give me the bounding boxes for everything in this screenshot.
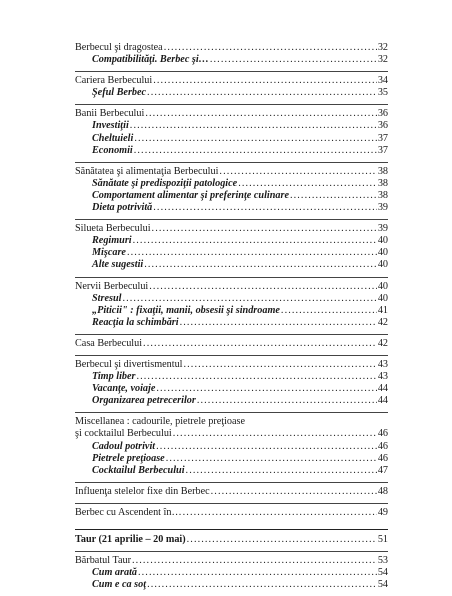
toc-page-number: 38 xyxy=(377,177,388,189)
dot-leader xyxy=(136,371,376,383)
toc-entry-title: Pietrele preţioase xyxy=(92,452,165,464)
toc-subentry xyxy=(75,441,388,453)
toc-entry-title: Organizarea petrecerilor xyxy=(92,395,196,407)
toc-entry-title: Banii Berbecului xyxy=(75,108,145,120)
toc-page-number: 40 xyxy=(377,280,388,292)
toc-section xyxy=(75,162,388,214)
toc-subentry xyxy=(75,579,388,591)
toc-section xyxy=(75,334,388,350)
toc-page-number: 46 xyxy=(377,428,388,440)
toc-entry xyxy=(75,428,388,440)
toc-subentry xyxy=(75,120,388,132)
toc-page-number: 38 xyxy=(377,189,388,201)
dot-leader xyxy=(290,190,377,202)
dot-leader xyxy=(164,42,377,54)
toc-page-number: 41 xyxy=(377,304,388,316)
toc-page-number: 39 xyxy=(377,223,388,235)
dot-leader xyxy=(144,259,377,271)
dot-leader xyxy=(183,507,377,519)
toc-entry-title: Cheltuieli xyxy=(92,132,134,144)
toc-subentry xyxy=(75,305,388,317)
dot-leader xyxy=(173,428,377,440)
toc-page-number: 53 xyxy=(377,555,388,567)
toc-entry-title: Miscellanea : cadourile, pietrele preţioase xyxy=(75,416,245,428)
toc-page-number: 43 xyxy=(377,371,388,383)
toc-entry-title: Casa Berbecului xyxy=(75,337,143,349)
toc-section xyxy=(75,71,388,99)
toc-subentry xyxy=(75,293,388,305)
dot-leader xyxy=(145,108,376,120)
dot-leader xyxy=(180,317,377,329)
toc-page-number: 46 xyxy=(377,440,388,452)
dot-leader xyxy=(149,281,377,293)
toc-section xyxy=(75,42,388,66)
toc-page-number: 51 xyxy=(377,534,388,545)
dot-leader xyxy=(122,293,376,305)
toc-entry-title: Silueta Berbecului xyxy=(75,223,151,235)
toc-entry xyxy=(75,416,388,428)
toc-entry-title: Mişcare xyxy=(92,247,126,259)
dot-leader xyxy=(153,75,377,87)
toc-page-number: 44 xyxy=(377,395,388,407)
toc-entry-title: Berbecul şi divertismentul xyxy=(75,358,183,370)
toc-subentry xyxy=(75,178,388,190)
toc-page-number: 46 xyxy=(377,452,388,464)
toc-entry-title: Berbec cu Ascendent în… xyxy=(75,506,182,518)
toc-page-number: 42 xyxy=(377,316,388,328)
toc-page-number: 43 xyxy=(377,358,388,370)
toc-entry-title: Stresul xyxy=(92,292,122,304)
toc-page-number: 36 xyxy=(377,108,388,120)
toc-page-number: 49 xyxy=(377,506,388,518)
dot-leader xyxy=(138,567,377,579)
dot-leader xyxy=(143,338,377,350)
toc-page-number: 44 xyxy=(377,383,388,395)
toc-subentry xyxy=(75,54,388,66)
toc-section xyxy=(75,412,388,476)
toc-subentry xyxy=(75,371,388,383)
dot-leader xyxy=(281,305,377,317)
toc-entry-title: Reacţia la schimbări xyxy=(92,316,179,328)
dot-leader xyxy=(147,87,377,99)
toc-entry-title: Compatibilităţi. Berbec şi… xyxy=(92,54,209,66)
toc-entry-title: Comportament alimentar şi preferinţe culinare xyxy=(92,189,289,201)
dot-leader xyxy=(132,555,377,567)
toc-subentry xyxy=(75,87,388,99)
toc-entry-title: Cum arată xyxy=(92,567,138,579)
toc-entry-title: Cum e ca soţ xyxy=(92,579,147,591)
toc-subentry xyxy=(75,133,388,145)
toc-entry-title: Alte sugestii xyxy=(92,259,144,271)
dot-leader xyxy=(133,235,377,247)
toc-entry-title: Timp liber xyxy=(92,371,136,383)
dot-leader xyxy=(197,395,377,407)
dot-leader xyxy=(186,465,377,477)
toc-entry xyxy=(75,75,388,87)
toc-entry-title: Influenţa stelelor fixe din Berbec xyxy=(75,485,210,497)
toc-subentry xyxy=(75,247,388,259)
toc-page-number: 40 xyxy=(377,235,388,247)
toc-entry xyxy=(75,223,388,235)
toc-page-number: 37 xyxy=(377,144,388,156)
toc-entry-title: Regimuri xyxy=(92,235,132,247)
toc-entry xyxy=(75,555,388,567)
toc-subentry xyxy=(75,202,388,214)
toc-page-number: 42 xyxy=(377,337,388,349)
toc-chapter xyxy=(75,529,388,546)
dot-leader xyxy=(130,120,377,132)
dot-leader xyxy=(134,133,376,145)
dot-leader xyxy=(156,383,376,395)
table-of-contents xyxy=(75,42,388,596)
toc-section xyxy=(75,482,388,498)
toc-entry-title: Cadoul potrivit xyxy=(92,440,156,452)
toc-entry-title: Cariera Berbecului xyxy=(75,75,153,87)
toc-entry xyxy=(75,534,388,546)
toc-subentry xyxy=(75,190,388,202)
dot-leader xyxy=(152,223,377,235)
toc-page-number: 54 xyxy=(377,579,388,591)
toc-entry-title: „Piticii" : fixaţii, manii, obsesii şi sindroame xyxy=(92,304,280,316)
toc-section xyxy=(75,219,388,271)
toc-entry xyxy=(75,338,388,350)
toc-subentry xyxy=(75,453,388,465)
toc-entry-title: Taur (21 aprilie – 20 mai) xyxy=(75,534,186,545)
toc-entry xyxy=(75,108,388,120)
toc-subentry xyxy=(75,395,388,407)
toc-section xyxy=(75,355,388,407)
toc-entry-title: Economii xyxy=(92,144,133,156)
toc-subentry xyxy=(75,383,388,395)
toc-subentry xyxy=(75,317,388,329)
toc-entry-title: şi cocktailul Berbecului xyxy=(75,428,172,440)
dot-leader xyxy=(210,54,377,66)
toc-entry xyxy=(75,359,388,371)
toc-page-number: 32 xyxy=(377,54,388,66)
toc-entry xyxy=(75,486,388,498)
toc-entry-title: Vacanţe, voiaje xyxy=(92,383,156,395)
toc-page-number: 54 xyxy=(377,567,388,579)
dot-leader xyxy=(147,579,377,591)
toc-page-number: 47 xyxy=(377,464,388,476)
toc-entry xyxy=(75,42,388,54)
toc-entry-title: Investiţii xyxy=(92,120,129,132)
toc-section xyxy=(75,551,388,591)
toc-entry-title: Nervii Berbecului xyxy=(75,280,149,292)
dot-leader xyxy=(211,486,377,498)
dot-leader xyxy=(219,166,376,178)
toc-page-number: 32 xyxy=(377,42,388,53)
toc-subentry xyxy=(75,235,388,247)
toc-page-number: 34 xyxy=(377,75,388,87)
toc-entry-title: Cocktailul Berbecului xyxy=(92,464,185,476)
toc-page-number: 36 xyxy=(377,120,388,132)
toc-page-number: 40 xyxy=(377,292,388,304)
toc-page-number: 35 xyxy=(377,87,388,99)
toc-subentry xyxy=(75,465,388,477)
toc-subentry xyxy=(75,567,388,579)
dot-leader xyxy=(134,145,377,157)
toc-entry xyxy=(75,281,388,293)
toc-page-number: 37 xyxy=(377,132,388,144)
toc-entry-title: Bărbatul Taur xyxy=(75,555,131,567)
dot-leader xyxy=(166,453,377,465)
toc-entry-title: Sănătatea şi alimentaţia Berbecului xyxy=(75,165,219,177)
toc-entry xyxy=(75,507,388,519)
toc-page-number: 38 xyxy=(377,165,388,177)
dot-leader xyxy=(153,202,377,214)
toc-entry-title: Sănătate şi predispoziţii patologice xyxy=(92,177,238,189)
toc-subentry xyxy=(75,145,388,157)
dot-leader xyxy=(238,178,377,190)
toc-entry xyxy=(75,166,388,178)
toc-entry-title: Şeful Berbec xyxy=(92,87,147,99)
dot-leader xyxy=(187,534,377,546)
dot-leader xyxy=(127,247,377,259)
toc-page-number: 39 xyxy=(377,202,388,214)
toc-entry-title: Berbecul şi dragostea xyxy=(75,42,163,53)
dot-leader xyxy=(156,441,377,453)
dot-leader xyxy=(184,359,377,371)
toc-section xyxy=(75,277,388,329)
toc-section xyxy=(75,104,388,156)
toc-entry-title: Dieta potrivită xyxy=(92,202,153,214)
toc-page-number: 40 xyxy=(377,247,388,259)
toc-page-number: 40 xyxy=(377,259,388,271)
toc-page-number: 48 xyxy=(377,485,388,497)
toc-section xyxy=(75,503,388,519)
toc-subentry xyxy=(75,259,388,271)
